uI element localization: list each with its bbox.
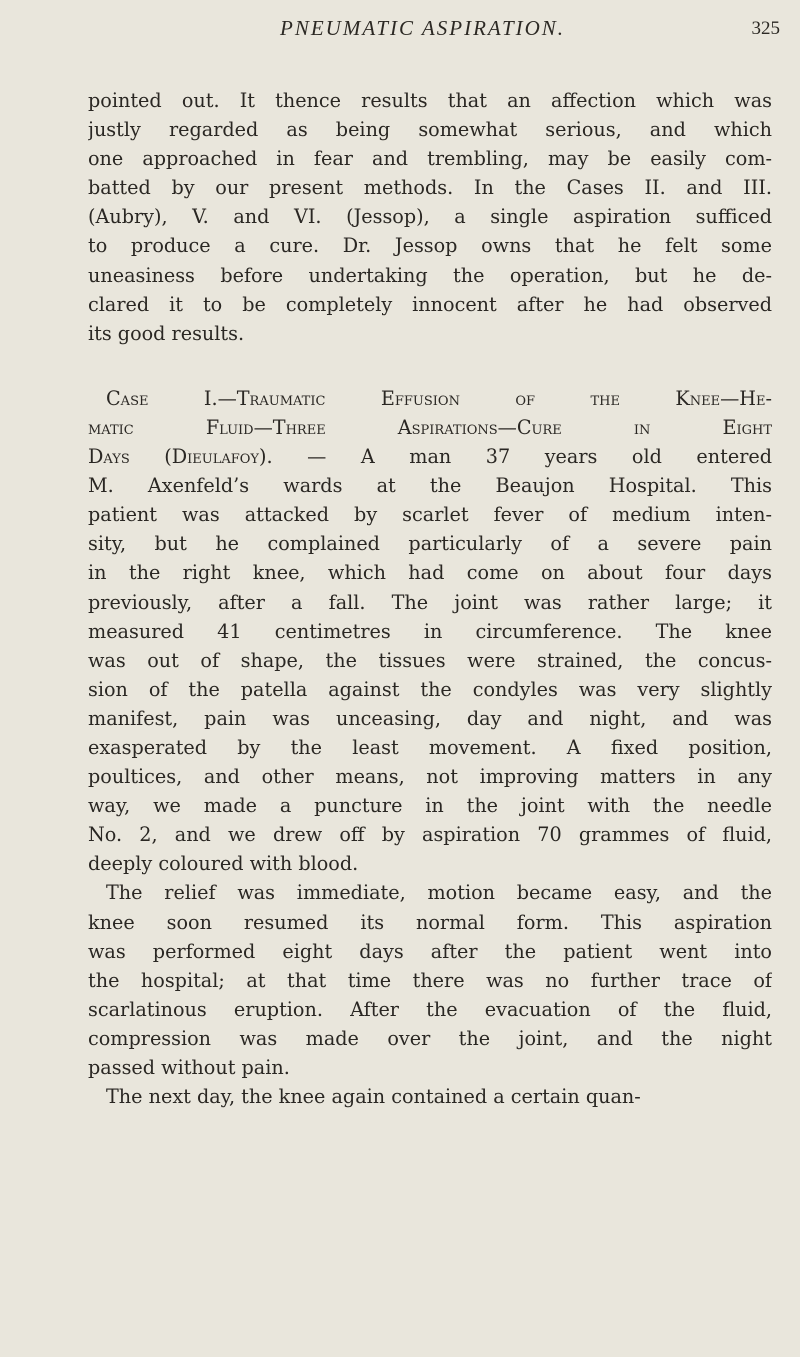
text-line: the hospital; at that time there was no further trace of — [88, 968, 772, 992]
text-line: its good results. — [88, 321, 245, 345]
text-line: (Aubry), V. and VI. (Jessop), a single aspiration sufficed — [88, 205, 772, 229]
text-line: scarlatinous eruption. After the evacuation of the fluid, — [88, 997, 772, 1021]
paragraph-gap — [88, 348, 772, 384]
text-line: compression was made over the joint, and the night — [88, 1026, 772, 1050]
text-line: was performed eight days after the patient went into — [88, 939, 772, 963]
text-line: sion of the patella against the condyles was very slightly — [88, 677, 772, 701]
text-line: batted by our present methods. In the Cases II. and III. — [88, 176, 772, 200]
text-line: justly regarded as being somewhat serious, and which — [88, 118, 772, 142]
text-line: knee soon resumed its normal form. This aspiration — [88, 910, 772, 934]
text-line: pointed out. It thence results that an affection which was — [88, 89, 772, 112]
text-line: was out of shape, the tissues were strained, the concus- — [88, 648, 772, 672]
page-number: 325 — [751, 18, 780, 39]
paragraph — [88, 1082, 772, 1111]
text-line: clared it to be completely innocent after he had observed — [88, 292, 772, 316]
text-line: poultices, and other means, not improving matters in any — [88, 765, 772, 789]
text-line: uneasiness before undertaking the operation, but he de- — [88, 263, 772, 287]
text-line: The next day, the knee again contained a certain quan- — [106, 1085, 641, 1109]
text-line: measured 41 centimetres in circumference. The knee — [88, 619, 772, 643]
text-line: patient was attacked by scarlet fever of medium inten- — [88, 503, 772, 527]
text-line: exasperated by the least movement. A fixed position, — [88, 735, 772, 759]
text-line: sity, but he complained particularly of a severe pain — [88, 532, 772, 556]
text-line: manifest, pain was unceasing, day and night, and was — [88, 706, 772, 730]
text-line: M. Axenfeld’s wards at the Beaujon Hospital. This — [88, 474, 772, 498]
running-head — [90, 16, 780, 46]
case-text-start: — A man 37 years old entered — [307, 445, 772, 469]
text-line: to produce a cure. Dr. Jessop owns that he felt some — [88, 234, 772, 258]
text-line: passed without pain. — [88, 1056, 290, 1079]
body-text — [88, 86, 772, 1111]
case-heading-line: matic Fluid—Three Aspirations—Cure in Eight — [88, 415, 772, 439]
text-line: previously, after a fall. The joint was rather large; it — [88, 590, 772, 614]
running-title: PNEUMATIC ASPIRATION. — [280, 16, 566, 40]
text-line: deeply coloured with blood. — [88, 852, 359, 876]
text-line: way, we made a puncture in the joint with the needle — [88, 794, 772, 818]
paragraph-continuation — [88, 86, 772, 348]
text-line: The relief was immediate, motion became easy, and the — [106, 881, 772, 905]
case-heading-line: Case I.—Traumatic Effusion of the Knee—He- — [106, 386, 772, 410]
text-line: No. 2, and we drew off by aspiration 70 grammes of fluid, — [88, 823, 772, 847]
text-line: in the right knee, which had come on about four days — [88, 561, 772, 585]
text-line — [88, 442, 772, 471]
text-line: one approached in fear and trembling, may be easily com- — [88, 147, 772, 171]
case-heading-tail: Days (Dieulafoy). — [88, 445, 273, 469]
paragraph — [88, 878, 772, 1082]
case-report — [88, 384, 772, 879]
